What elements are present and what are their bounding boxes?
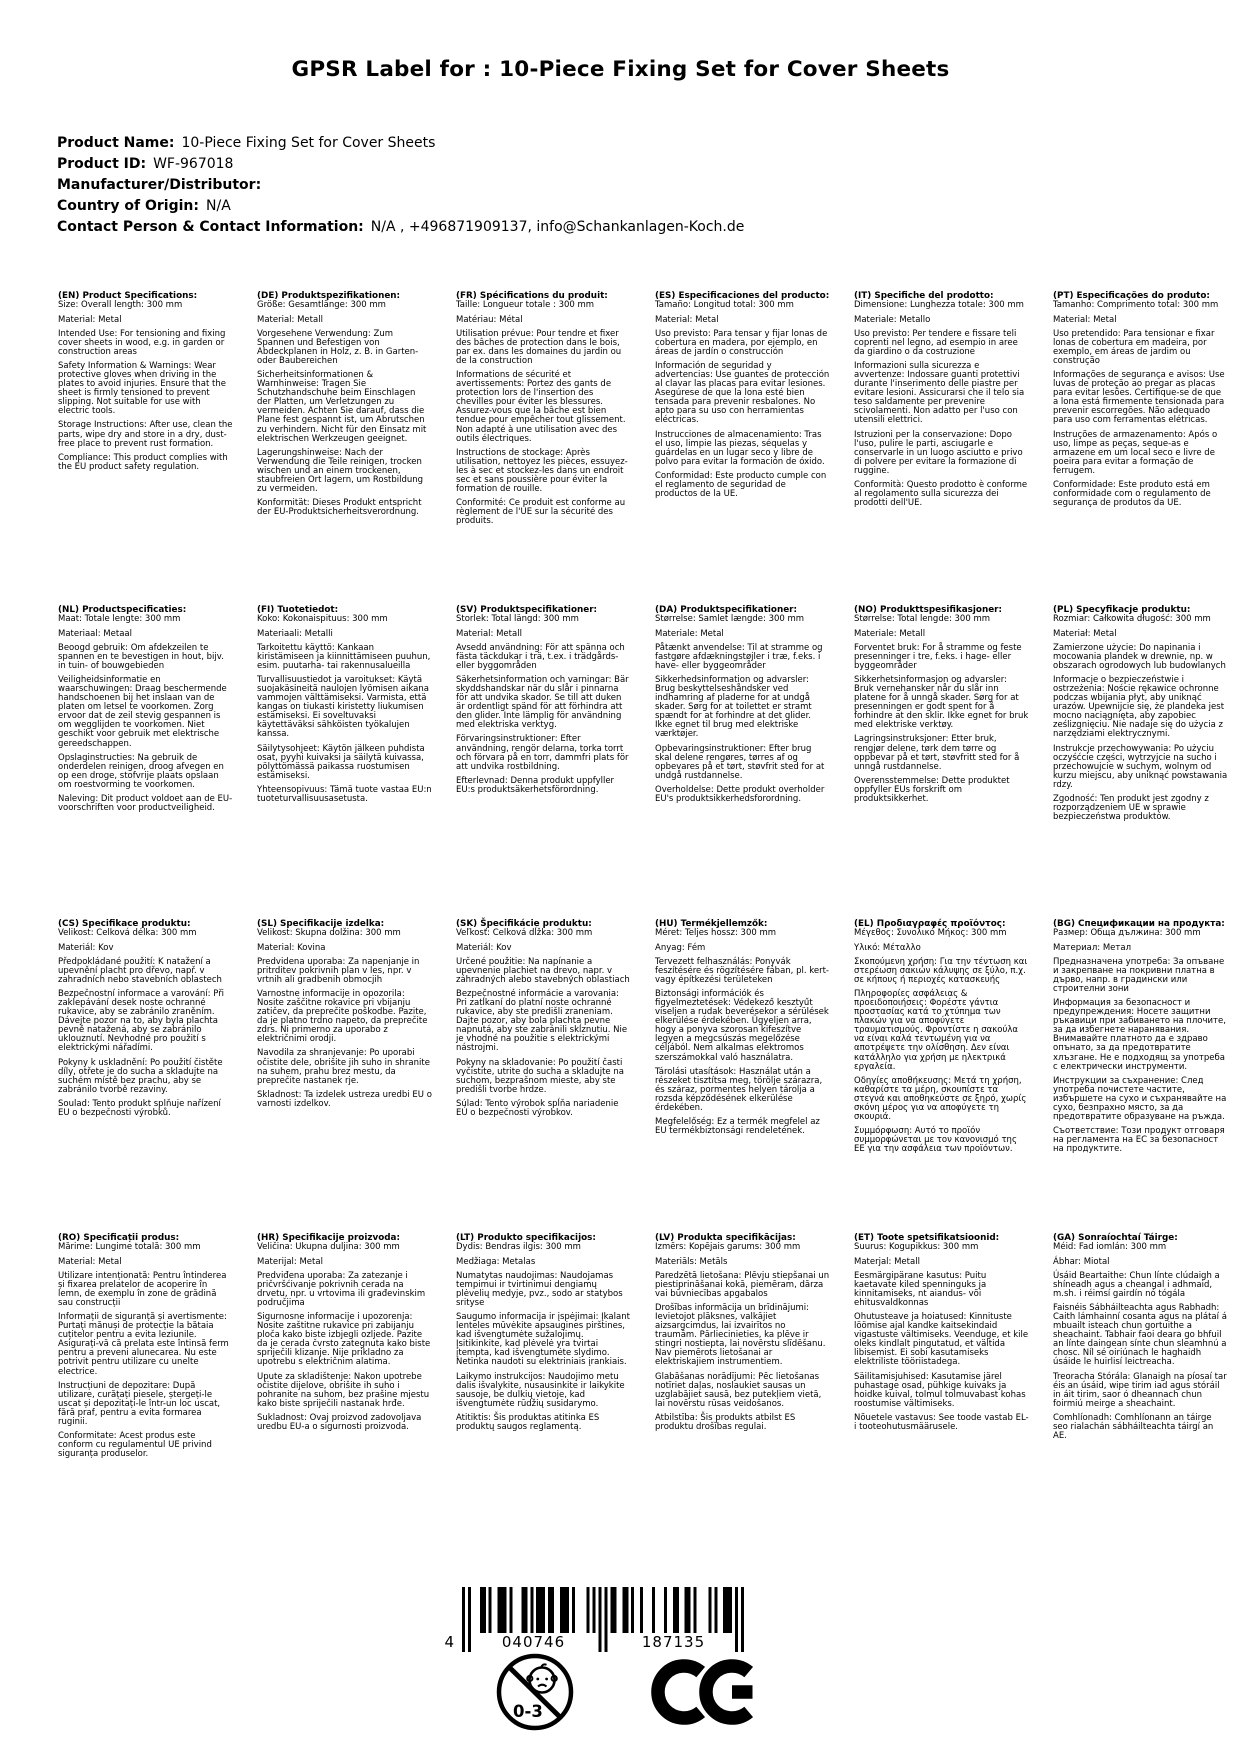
block-header: (SV) Produktspecifikationer: [456,605,598,615]
lang-block-hu [655,920,854,1234]
block-paragraph: Instrucțiuni de depozitare: După utilizare, curățați piesele, ștergeți-le uscat și depozitați-le într-un loc uscat, fără praf, pentru a evita formarea ruginii. [58,1380,221,1427]
block-paragraph: Paredzētā lietošana: Plēvju stiepšanai un piestiprināšanai kokā, piemēram, dārza vai būvniecības apgabalos [655,1270,830,1299]
barcode-bar [504,1587,507,1633]
block-paragraph: Materiaal: Metaal [58,628,132,639]
block-header: (BG) Спецификации на продукта: [1053,919,1225,929]
language-grid [58,292,1241,1548]
manufacturer-label: Manufacturer/Distributor: [57,177,262,193]
block-paragraph: Taille: Longueur totale : 300 mm [456,300,595,311]
block-paragraph: Určené použitie: Na napínanie a upevnenie plachiet na drevo, napr. v záhradných alebo stavebných oblastiach [456,956,630,985]
block-paragraph: Veiligheidsinformatie en waarschuwingen: Draag beschermende handschoenen bij het inslaan van de platen om letsel te voorkomen. Zorg ervoor dat de zeil stevig gespannen is om wegglijden te voorkomen. Niet geschikt voor gebruik met elektrische gereedschappen. [58,674,227,749]
block-header: (FI) Tuotetiedot: [257,605,339,615]
block-paragraph: Dimensione: Lunghezza totale: 300 mm [854,300,1024,311]
block-paragraph: Tarkoitettu käyttö: Kankaan kiristämiseen ja kiinnittämiseen puuhun, esim. puutarha- tai rakennusalueilla [257,642,431,671]
page-title: GPSR Label for : 10-Piece Fixing Set for Cover Sheets [291,57,950,82]
block-paragraph: Veličina: Ukupna duljina: 300 mm [257,1242,400,1253]
barcode-bar [729,1587,732,1633]
lang-block-da [655,606,854,920]
block-paragraph: Méret: Teljes hossz: 300 mm [655,928,777,939]
block-paragraph: Velikost: Skupna dolžina: 300 mm [257,928,401,939]
block-paragraph: Conformidade: Este produto está em conformidade com o regulamento de segurança de produtos da UE. [1053,480,1211,509]
block-paragraph: Πληροφορίες ασφάλειας & προειδοποιήσεις: Φορέστε γάντια προστασίας κατά το χτύπημα των πλακών για να αποφύγετε τραυματισμούς. Φροντίστε η σακούλα να είναι καλά τεντωμένη για να αποτρέψετε την ολίσθηση. Δεν είναι κατάλληλο για χρήση με ηλεκτρικά εργαλεία. [854,988,1019,1072]
lang-block-ga [1053,1234,1241,1548]
block-paragraph: Tervezett felhasználás: Ponyvák feszítésére és rögzítésére fában, pl. kert- vagy építkezési területeken [655,956,829,985]
lang-block-it [854,292,1053,606]
lang-block-cs [58,920,257,1234]
block-header: (HU) Termékjellemzők: [655,919,768,929]
block-paragraph: Turvallisuustiedot ja varoitukset: Käytä suojakäsineitä naulojen lyömisen aikana vammojen välttämiseksi. Varmista, että kangas on tiukasti kiristetty liukumisen estämiseksi. Ei soveltuvaksi käytettäväksi sähköisten työkalujen kanssa. [257,674,429,740]
block-header: (PT) Especificações do produto: [1053,291,1210,301]
barcode-bar [652,1587,655,1633]
block-paragraph: Upute za skladištenje: Nakon upotrebe očistite dijelove, obrišite ih suho i pohranite na suhom, bez prašine mjestu kako biste spriječili nastanak hrđe. [257,1371,430,1409]
block-paragraph: Lagerungshinweise: Nach der Verwendung die Teile reinigen, trocken wischen und an einem trockenen, staubfreien Ort lagern, um Rostbildung zu vermeiden. [257,447,424,495]
block-paragraph: Materiál: Kov [456,942,512,953]
barcode-bar [622,1587,625,1633]
barcode-bar [539,1587,542,1633]
block-paragraph: Pokyny na skladovanie: Po použití časti vyčistite, utrite do sucha a skladujte na suchom, bezprašnom mieste, aby ste predišli tvorbe hrdze. [456,1057,624,1095]
block-paragraph: Safety Information & Warnings: Wear protective gloves when driving in the plates to avoid injuries. Ensure that the sheet is firmly tensioned to prevent slipping. Not suitable for use with electric tools. [58,360,226,417]
block-paragraph: Eesmärgipärane kasutus: Puitu kaetavate kiled spenninguks ja kinnitamiseks, nt aiandus- või ehitusvaldkonnas [854,1270,987,1308]
block-paragraph: Naleving: Dit product voldoet aan de EU-voorschriften voor productveiligheid. [58,794,233,814]
block-header: (ES) Especificaciones del producto: [655,291,830,301]
block-paragraph: Numatytas naudojimas: Naudojamas tempimui ir tvirtinimui dengiamų plėvelių medyje, pvz., sodo ar statybos srityse [456,1270,623,1308]
block-paragraph: Instrukcje przechowywania: Po użyciu oczyśćcie części, wytrzyjcie na sucho i przechowujcie w suchym, wolnym od kurzu miejscu, aby uniknąć powstawania rdzy. [1053,743,1228,790]
block-paragraph: Påtænkt anvendelse: Til at stramme og fastgøre afdækningstøjler i træ, f.eks. i have- eller byggeområder [655,642,823,671]
barcode-lead-digit: 4 [444,1633,454,1651]
block-header: (IT) Specifiche del prodotto: [854,291,994,301]
lang-block-el [854,920,1053,1234]
block-paragraph: Megfelelőség: Ez a termék megfelel az EU termékbiztonsági rendeletének. [655,1117,820,1137]
block-paragraph: Sukladnost: Ovaj proizvod zadovoljava uredbu EU-a o sigurnosti proizvoda. [257,1412,422,1432]
barcode-bar [685,1587,688,1633]
block-paragraph: Velikost: Celková délka: 300 mm [58,928,197,939]
block-paragraph: Ohutusteave ja hoiatused: Kinnituste löömise ajal kandke kaitsekindaid vigastuste vältimiseks. Veenduge, et kile oleks kindlalt pingutatud, et vältida libisemist. Ei sobi kasutamiseks elektriliste tööriistadega. [854,1311,1029,1368]
barcode-bar [631,1587,634,1633]
block-paragraph: Materiál: Kov [58,942,114,953]
contact-line [57,217,744,238]
block-paragraph: Konformität: Dieses Produkt entspricht der EU-Produktsicherheitsverordnung. [257,498,422,518]
block-paragraph: Συμμόρφωση: Αυτό το προϊόν συμμορφώνεται με τον κανονισμό της ΕΕ για την ασφάλεια των προϊόντων. [854,1126,1017,1155]
ce-mark-icon [648,1654,760,1730]
block-paragraph: Informations de sécurité et avertissements: Portez des gants de protection lors de l'insertion des chevilles pour éviter les blessures. Assurez-vous que la bâche est bien tendue pour empêcher tout glissement. Non adapté à une utilisation avec des outils électriques. [456,369,626,444]
barcode-bar [563,1587,566,1633]
block-paragraph: Laikymo instrukcijos: Naudojimo metu dalis išvalykite, nusausinkite ir laikykite sausoje, be dulkių vietoje, kad išvengtumėte rūdžių susidarymo. [456,1371,625,1409]
block-paragraph: Tamaño: Longitud total: 300 mm [655,300,794,311]
barcode-bar [542,1587,545,1633]
barcode-bar [489,1587,492,1633]
origin-value: N/A [206,198,231,214]
block-paragraph: Atbilstība: Šis produkts atbilst ES produktu drošības regulai. [655,1412,796,1432]
block-paragraph: Ábhar: Miotal [1053,1256,1110,1267]
manufacturer-line [57,175,744,196]
block-paragraph: Σκοπούμενη χρήση: Για την τέντωση και στερέωση σακιών κάλυψης σε ξύλο, π.χ. σε κήπους ή περιοχές κατασκευής [854,956,1028,985]
block-paragraph: Material: Metal [58,314,122,325]
block-header: (EN) Product Specifications: [58,291,198,301]
product-id-label: Product ID: [57,156,147,172]
block-paragraph: Istruzioni per la conservazione: Dopo l'uso, pulire le parti, asciugarle e conservarle in un luogo asciutto e privo di polvere per evitare la formazione di ruggine. [854,429,1023,476]
block-header: (LV) Produkta specifikācijas: [655,1233,796,1243]
block-paragraph: Materiāls: Metāls [655,1256,728,1267]
block-paragraph: Предназначена употреба: За опъване и закрепване на покривни платна в дърво, напр. в градински или строителни зони [1053,956,1225,994]
lang-block-et [854,1234,1053,1548]
block-paragraph: Overensstemmelse: Dette produktet oppfyller EUs forskrift om produktsikkerhet. [854,775,1010,804]
block-paragraph: Säilitamisjuhised: Kasutamise järel puhastage osad, pühkige kuivaks ja hoidke kuival, tolmul tolmuvabast kohas roostumise vältimiseks. [854,1371,1026,1409]
block-header: (SK) Špecifikácie produktu: [456,919,592,929]
barcode-bar [548,1587,551,1633]
age-range-text: 0-3 [513,1702,543,1721]
block-paragraph: Utilisation prévue: Pour tendre et fixer des bâches de protection dans le bois, par ex. dans les domaines du jardin ou de la construction [456,328,622,366]
lang-block-es [655,292,854,606]
barcode-bar [524,1587,527,1633]
lang-block-pl [1053,606,1241,920]
block-header: (CS) Specifikace produktu: [58,919,191,929]
block-paragraph: Conformité: Ce produit est conforme au règlement de l'UE sur la sécurité des produits. [456,498,626,527]
block-paragraph: Instruções de armazenamento: Após o uso, limpe as peças, seque-as e armazene em um local seco e livre de poeira para evitar a formação de ferrugem. [1053,429,1218,476]
block-header: (NL) Productspecificaties: [58,605,187,615]
barcode-bar [676,1587,679,1633]
block-paragraph: Úsáid Beartaithe: Chun línte clúdaigh a shíneadh agus a cheangal i adhmaid, m.sh. i réimsí gairdín nó tógála [1053,1270,1220,1299]
contact-label: Contact Person & Contact Information: [57,219,364,235]
origin-label: Country of Origin: [57,198,199,214]
barcode-bar [498,1587,501,1633]
block-paragraph: Anyag: Fém [655,942,706,953]
product-name-value: 10-Piece Fixing Set for Cover Sheets [181,135,436,151]
block-paragraph: Biztonsági információk és figyelmeztetések: Védekező kesztyűt viseljen a rudak beverésekor a sérülések elkerülése érdekében. Ügyeljen arra, hogy a ponyva szorosan kifeszítve legyen a megcsúszás megelőzése céljából. Nem alkalmas elektromos szerszámokkal való használatra. [655,988,829,1063]
lang-block-hr [257,1234,456,1548]
block-paragraph: Pokyny k uskladnění: Po použití čistěte díly, otřete je do sucha a skladujte na suchém místě bez prachu, aby se zabránilo tvorbě rezaviny. [58,1057,223,1095]
block-paragraph: Materijal: Metal [257,1256,323,1267]
barcode-bar [551,1587,554,1633]
product-id-line [57,154,744,175]
block-paragraph: Zgodność: Ten produkt jest zgodny z rozporządzeniem UE w sprawie bezpieczeństwa produktów. [1053,794,1209,823]
barcode-bar [723,1587,726,1633]
block-paragraph: Compliance: This product complies with the EU product safety regulation. [58,452,228,472]
block-paragraph: Sicherheitsinformationen & Warnhinweise: Tragen Sie Schutzhandschuhe beim Einschlagen der Platten, um Verletzungen zu vermeiden. Achten Sie darauf, dass die Plane fest gespannt ist, um Abrutschen zu verhindern. Nicht für den Einsatz mit elektrischen Werkzeugen geeignet. [257,369,427,444]
block-paragraph: Размер: Обща дължина: 300 mm [1053,928,1201,939]
barcode-bar [501,1587,504,1633]
block-paragraph: Maat: Totale lengte: 300 mm [58,614,181,625]
lang-block-nl [58,606,257,920]
block-paragraph: Yhteensopivuus: Tämä tuote vastaa EU:n tuoteturvallisuusasetusta. [257,784,432,804]
block-paragraph: Nõuetele vastavus: See toode vastab EL-i tooteohutusmäärusele. [854,1412,1029,1432]
barcode-bar [708,1587,711,1633]
block-paragraph: Материал: Метал [1053,942,1132,953]
barcode-digit-group-2: 187135 [641,1633,706,1651]
block-paragraph: Инструкции за съхранение: След употреба почистете частите, избършете на сухо и съхранявайте на сухо, безпрахно място, за да предотвратите образуване на ръжда. [1053,1075,1227,1123]
block-paragraph: Uso pretendido: Para tensionar e fixar lonas de cobertura em madeira, por exemplo, em áreas de jardim ou construção [1053,328,1215,366]
barcode-bar [593,1587,596,1633]
block-paragraph: Säilytysohjeet: Käytön jälkeen puhdista osat, pyyhi kuivaksi ja säilytä kuivassa, pölyttömässä paikassa ruostumisen estämiseksi. [257,743,425,781]
block-paragraph: Predvidena uporaba: Za napenjanje in pritrditev pokrivnih plan v les, npr. v vrtnih ali gradbenih obmocjih [257,956,420,985]
block-paragraph: Tamanho: Comprimento total: 300 mm [1053,300,1219,311]
barcode-bar [726,1587,729,1633]
block-header: (LT) Produkto specifikacijos: [456,1233,596,1243]
block-paragraph: Opbevaringsinstruktioner: Efter brug skal delene rengøres, tørres af og opbevares på et tørt, støvfrit sted for at undgå rustdannelse. [655,743,825,781]
block-paragraph: Storlek: Total längd: 300 mm [456,614,579,625]
barcode-bar [688,1587,691,1633]
age-warning-icon [494,1651,576,1733]
block-paragraph: Glabāšanas norādījumi: Pēc lietošanas notīriet daļas, noslaukiet sausas un uzglabājiet sausā, bez putekļiem vietā, lai novērstu rūsas veidošanos. [655,1371,822,1409]
block-paragraph: Forventet bruk: For å stramme og feste presenninger i tre, f.eks. i hage- eller byggeområder [854,642,1022,671]
block-header: (HR) Specifikacije proizvoda: [257,1233,400,1243]
block-paragraph: Medžiaga: Metalas [456,1256,536,1267]
barcode-bar [714,1587,717,1633]
block-paragraph: Μέγεθος: Συνολικό Μήκος: 300 mm [854,928,1007,939]
barcode-bar [613,1587,616,1633]
block-paragraph: Utilizare intenționată: Pentru întinderea și fixarea prelatelor de acoperire în lemn, de exemplu în zone de grădină sau construcții [58,1270,227,1308]
lang-block-sv [456,606,655,920]
lang-block-bg [1053,920,1241,1234]
block-paragraph: Bezpečnostní informace a varování: Při zaklepávání desek noste ochranné rukavice, aby se zabránilo zraněním. Dávejte pozor na to, aby byla plachta pevně natažená, aby se zabránilo uklouznutí. Nevhodné pro použití s elektrickými nářadími. [58,988,225,1054]
lang-block-pt [1053,292,1241,606]
block-paragraph: Saugumo informacija ir įspėjimai: Įkalant lenteles mūvėkite apsaugines pirštines, kad išvengtumėte sužalojimų. Įsitikinkite, kad plėvelė yra tvirtai įtempta, kad išvengtumėte slydimo. Netinka naudoti su elektriniais įrankiais. [456,1311,630,1368]
block-paragraph: Instructions de stockage: Après utilisation, nettoyez les pièces, essuyez-les à sec et stockez-les dans un endroit sec et sans poussière pour éviter la formation de rouille. [456,447,628,495]
barcode-bar [536,1587,539,1633]
block-paragraph: Säkerhetsinformation och varningar: Bär skyddshandskar när du slår i pinnarna för att undvika skador. Se till att duken är ordentligt spänd för att förhindra att den glider. Inte lämplig för användning med elektriska verktyg. [456,674,629,731]
block-paragraph: Instrucciones de almacenamiento: Tras el uso, limpie las piezas, séquelas y guárdelas en un lugar seco y libre de polvo para evitar la formación de óxido. [655,429,825,467]
block-paragraph: Materiale: Metall [854,628,926,639]
barcode-bar [521,1587,524,1633]
block-paragraph: Conformitate: Acest produs este conform cu regulamentul UE privind siguranța produselor. [58,1431,212,1460]
block-paragraph: Mărime: Lungime totală: 300 mm [58,1242,201,1253]
block-paragraph: Bezpečnostné informácie a varovania: Pri zatĺkaní do platní noste ochranné rukavice, aby ste predišli zraneniam. Dajte pozor, aby bola plachta pevne napnutá, aby ste zabránili skĺznutiu. Nie je vhodné na použitie s elektrickými nástrojmi. [456,988,628,1054]
block-paragraph: Tárolási utasítások: Használat után a részeket tisztítsa meg, törölje szárazra, és száraz, pormentes helyen tárolja a rozsda képződésének elkerülése érdekében. [655,1066,823,1113]
lang-block-en [58,292,257,606]
block-paragraph: Izmērs: Kopējais garums: 300 mm [655,1242,801,1253]
barcode-bar [604,1587,607,1652]
block-paragraph: Informações de segurança e avisos: Use luvas de proteção ao pregar as placas para evitar lesões. Certifique-se de que a lona está firmemente tensionada para prevenir escorregões. Não adequado para uso com ferramentas elétricas. [1053,369,1225,426]
block-paragraph: Οδηγίες αποθήκευσης: Μετά τη χρήση, καθαρίστε τα μέρη, σκουπίστε τα στεγνά και αποθηκεύστε σε ξηρό, χωρίς σκόνη μέρος για να αποφύγετε τη σκουριά. [854,1075,1027,1123]
barcode-bar [566,1587,569,1633]
origin-line [57,196,744,217]
barcode-bar [664,1587,667,1633]
block-paragraph: Material: Metal [1053,314,1117,325]
block-paragraph: Información de seguridad y advertencias: Use guantes de protección al clavar las placas para evitar lesiones. Asegúrese de que la lona esté bien tensada para prevenir resbalones. No apto para su uso con herramientas eléctricas. [655,360,830,426]
block-paragraph: Material: Metal [58,1256,122,1267]
barcode-bar [480,1587,483,1633]
block-header: (GA) Sonraíochtaí Táirge: [1053,1233,1178,1243]
block-paragraph: Faisnéis Sábháilteachta agus Rabhadh: Caith lámhainní cosanta agus na plátaí á mbuailt isteach chun gortuithe a sheachaint. Tabhair faoi deara go bhfuil an línte daingean sínte chun sleamhnú a chosc. Níl sé oiriúnach le haghaidh úsáide le huirlisí leictreacha. [1053,1302,1227,1368]
barcode-bar [673,1587,676,1633]
block-paragraph: Avsedd användning: För att spänna och fästa täckdukar i trä, t.ex. i trädgårds- eller byggområden [456,642,625,671]
lang-block-sl [257,920,456,1234]
product-info [57,133,744,238]
block-paragraph: Opslaginstructies: Na gebruik de onderdelen reinigen, droog afvegen en op een droge, stofvrije plaats opslaan om roestvorming te voorkomen. [58,752,224,790]
barcode-bar [462,1587,465,1652]
block-paragraph: Material: Metall [456,628,522,639]
block-paragraph: Material: Metal [655,314,719,325]
block-paragraph: Lagringsinstruksjoner: Etter bruk, rengjør delene, tørk dem tørre og oppbevar på et tørt, støvfritt sted for å unngå rustdannelse. [854,734,1020,772]
block-paragraph: Efterlevnad: Denna produkt uppfyller EU:s produktsäkerhetsförordning. [456,775,615,795]
block-paragraph: Drošības informācija un brīdinājumi: Ievietojot plāksnes, valkājiet aizsargcimdus, lai izvairītos no traumām. Pārliecinieties, ka plēve ir stingri nostiepta, lai novērstu slīdēšanu. Nav piemērots lietošanai ar elektriskajiem instrumentiem. [655,1302,826,1368]
barcode-bar [599,1587,602,1652]
block-paragraph: Matériau: Métal [456,314,523,325]
lang-block-no [854,606,1053,920]
block-paragraph: Materiaali: Metalli [257,628,333,639]
product-name-line [57,133,744,154]
block-header: (EL) Προδιαγραφές προϊόντος: [854,919,1006,929]
block-header: (ET) Toote spetsifikatsioonid: [854,1233,1000,1243]
block-paragraph: Size: Overall length: 300 mm [58,300,183,311]
block-paragraph: Informații de siguranță și avertismente: Purtați mănuși de protecție la bătaia cuțitelor pentru a evita leziunile. Asigurați-vă că prelata este întinsă ferm pentru a preveni alunecarea. Nu este potrivit pentru utilizare cu unelte electrice. [58,1311,229,1377]
block-paragraph: Soulad: Tento produkt splňuje nařízení EU o bezpečnosti výrobků. [58,1098,221,1118]
barcode-bar [587,1587,590,1633]
block-paragraph: Méid: Fad iomlán: 300 mm [1053,1242,1167,1253]
block-paragraph: Varnostne informacije in opozorila: Nosite zaščitne rokavice pri vbijanju zatičev, da preprečite poškodbe. Pazite, da je platno trdno napeto, da preprečite zdrs. Ni primerno za uporabo z električnimi orodji. [257,988,428,1045]
block-paragraph: Material: Metall [257,314,323,325]
block-paragraph: Navodila za shranjevanje: Po uporabi očistite dele, obrišite jih suho in shranite na suhem, prahu brez mestu, da preprečite nastanek rje. [257,1048,430,1086]
lang-block-ro [58,1234,257,1548]
block-paragraph: Comhlíonadh: Comhlíonann an táirge seo rialachán sábháilteachta táirgí an AE. [1053,1412,1214,1442]
barcode-bar [625,1587,628,1633]
block-paragraph: Beoogd gebruik: Om afdekzeilen te spannen en te bevestigen in hout, bijv. in tuin- of bouwgebieden [58,642,224,671]
barcode-bar [610,1587,613,1633]
lang-block-lt [456,1234,655,1548]
block-header: (FR) Spécifications du produit: [456,291,608,301]
lang-block-lv [655,1234,854,1548]
block-paragraph: Veľkosť: Celková dĺžka: 300 mm [456,928,593,939]
block-paragraph: Sikkerhedsinformation og advarsler: Brug beskyttelseshåndsker ved indhamring af pladerne for at undgå skader. Sørg for at toilettet er stramt spændt for at forhindre at det glider. Ikke egnet til brug med elektriske værktøjer. [655,674,812,740]
product-name-label: Product Name: [57,135,175,151]
block-header: (DE) Produktspezifikationen: [257,291,401,301]
product-id-value: WF-967018 [153,156,234,172]
block-paragraph: Súlad: Tento výrobok spĺňa nariadenie EÚ o bezpečnosti výrobkov. [456,1098,619,1118]
block-paragraph: Uso previsto: Per tendere e fissare teli coprenti nel legno, ad esempio in aree da giardino o da costruzione [854,328,1018,357]
block-header: (PL) Specyfikacje produktu: [1053,605,1191,615]
barcode-bar [509,1587,512,1633]
block-header: (NO) Produkttspesifikasjoner: [854,605,1003,615]
barcode-bar [694,1587,697,1633]
block-header: (DA) Produktspecifikationer: [655,605,798,615]
block-paragraph: Materiale: Metal [655,628,724,639]
block-paragraph: Информация за безопасност и предупреждения: Носете защитни ръкавици при забиването на плочите, за да избегнете наранявания. Внимавайте платното да е здраво опънато, за да предотвратите хлъзгане. Не е подходящ за употреба с електрически инструменти. [1053,997,1226,1072]
block-paragraph: Materjal: Metall [854,1256,920,1267]
barcode-bar [741,1587,744,1652]
block-paragraph: Intended Use: For tensioning and fixing cover sheets in wood, e.g. in garden or construction areas [58,328,226,357]
lang-block-fr [456,292,655,606]
block-paragraph: Størrelse: Total lengde: 300 mm [854,614,990,625]
block-paragraph: Treoracha Stórála: Glanaigh na píosaí tar éis an úsáid, wipe tirim iad agus stóráil in áit tirim, saor ó dheannach chun foirmiú meirge a sheachaint. [1053,1371,1227,1409]
block-paragraph: Storage Instructions: After use, clean the parts, wipe dry and store in a dry, dust-free place to prevent rust formation. [58,420,233,449]
block-paragraph: Skladnost: Ta izdelek ustreza uredbi EU o varnosti izdelkov. [257,1089,432,1109]
barcode-bar [640,1587,643,1633]
block-paragraph: Suurus: Kogupikkus: 300 mm [854,1242,979,1253]
lang-block-de [257,292,456,606]
barcode-bar [483,1587,486,1633]
block-paragraph: Uso previsto: Para tensar y fijar lonas de cobertura en madera, por ejemplo, en áreas de jardín o construcción [655,328,828,357]
block-paragraph: Materiał: Metal [1053,628,1117,639]
block-paragraph: Съответствие: Този продукт отговаря на регламента на ЕС за безопасност на продуктите. [1053,1126,1225,1155]
block-paragraph: Förvaringsinstruktioner: Efter användning, rengör delarna, torka torrt och förvara på en torr, dammfri plats för att undvika rostbildning. [456,734,629,772]
block-paragraph: Předpokládané použití: K natažení a upevnění placht pro dřevo, např. v zahradních nebo stavebních oblastech [58,956,222,985]
block-paragraph: Material: Kovina [257,942,326,953]
barcode-digit-group-1: 040746 [501,1633,566,1651]
block-paragraph: Größe: Gesamtlänge: 300 mm [257,300,386,311]
block-paragraph: Conformidad: Este producto cumple con el reglamento de seguridad de productos de la UE. [655,470,827,500]
block-paragraph: Υλικό: Μέταλλο [854,942,921,953]
block-header: (RO) Specificații produs: [58,1233,180,1243]
block-paragraph: Predviđena uporaba: Za zatezanje i pričvršćivanje pokrivnih cerada na drvetu, npr. u vrtovima ili građevinskim područjima [257,1270,426,1308]
block-paragraph: Koko: Kokonaispituus: 300 mm [257,614,388,625]
barcode-bar [530,1587,533,1633]
lang-block-sk [456,920,655,1234]
block-paragraph: Størrelse: Samlet længde: 300 mm [655,614,805,625]
block-paragraph: Atitiktis: Šis produktas atitinka ES produktų saugos reglamentą. [456,1412,600,1432]
block-paragraph: Sigurnosne informacije i upozorenja: Nosite zaštitne rukavice pri zabijanju ploča kako biste izbjegli ozljede. Pazite da je cerada čvrsto zategnuta kako biste spriječili klizanje. Nije prikladno za upotrebu s električnim alatima. [257,1311,431,1368]
block-paragraph: Informazioni sulla sicurezza e avvertenze: Indossare guanti protettivi durante l'inserimento delle piastre per evitare lesioni. Assicurarsi che il telo sia teso saldamente per prevenire scivolamenti. Non adatto per l'uso con utensili elettrici. [854,360,1025,426]
block-paragraph: Vorgesehene Verwendung: Zum Spannen und Befestigen von Abdeckplanen in Holz, z. B. in Garten- oder Baubereichen [257,328,419,366]
block-paragraph: Informacje o bezpieczeństwie i ostrzeżenia: Noście rękawice ochronne podczas wbijania płyt, aby uniknąć urazów. Upewnijcie się, że plandeka jest mocno naciągnięta, aby zapobiec ześlizgnięciu. Nie nadaje się do użycia z narzędziami elektrycznymi. [1053,674,1225,740]
barcode-bar [572,1587,575,1633]
contact-value: N/A , +496871909137, info@Schankanlagen-Koch.de [370,219,745,235]
lang-block-fi [257,606,456,920]
block-paragraph: Zamierzone użycie: Do napinania i mocowania plandek w drewnie, np. w obszarach ogrodowych lub budowlanych [1053,642,1226,671]
block-paragraph: Sikkerhetsinformasjon og advarsler: Bruk vernehansker når du slår inn platene for å unngå skader. Sørg for at presenningen er godt spent for å forhindre at den sklir. Ikke egnet for bruk med elektriske verktøy. [854,674,1029,731]
block-paragraph: Conformità: Questo prodotto è conforme al regolamento sulla sicurezza dei prodotti dell'UE. [854,480,1028,509]
block-paragraph: Rozmiar: Całkowita długość: 300 mm [1053,614,1211,625]
block-paragraph: Materiale: Metallo [854,314,931,325]
block-paragraph: Overholdelse: Dette produkt overholder EU's produktsikkerhedsforordning. [655,784,825,804]
barcode-bar [560,1587,563,1633]
block-paragraph: Dydis: Bendras ilgis: 300 mm [456,1242,581,1253]
block-header: (SL) Specifikacije izdelka: [257,919,385,929]
